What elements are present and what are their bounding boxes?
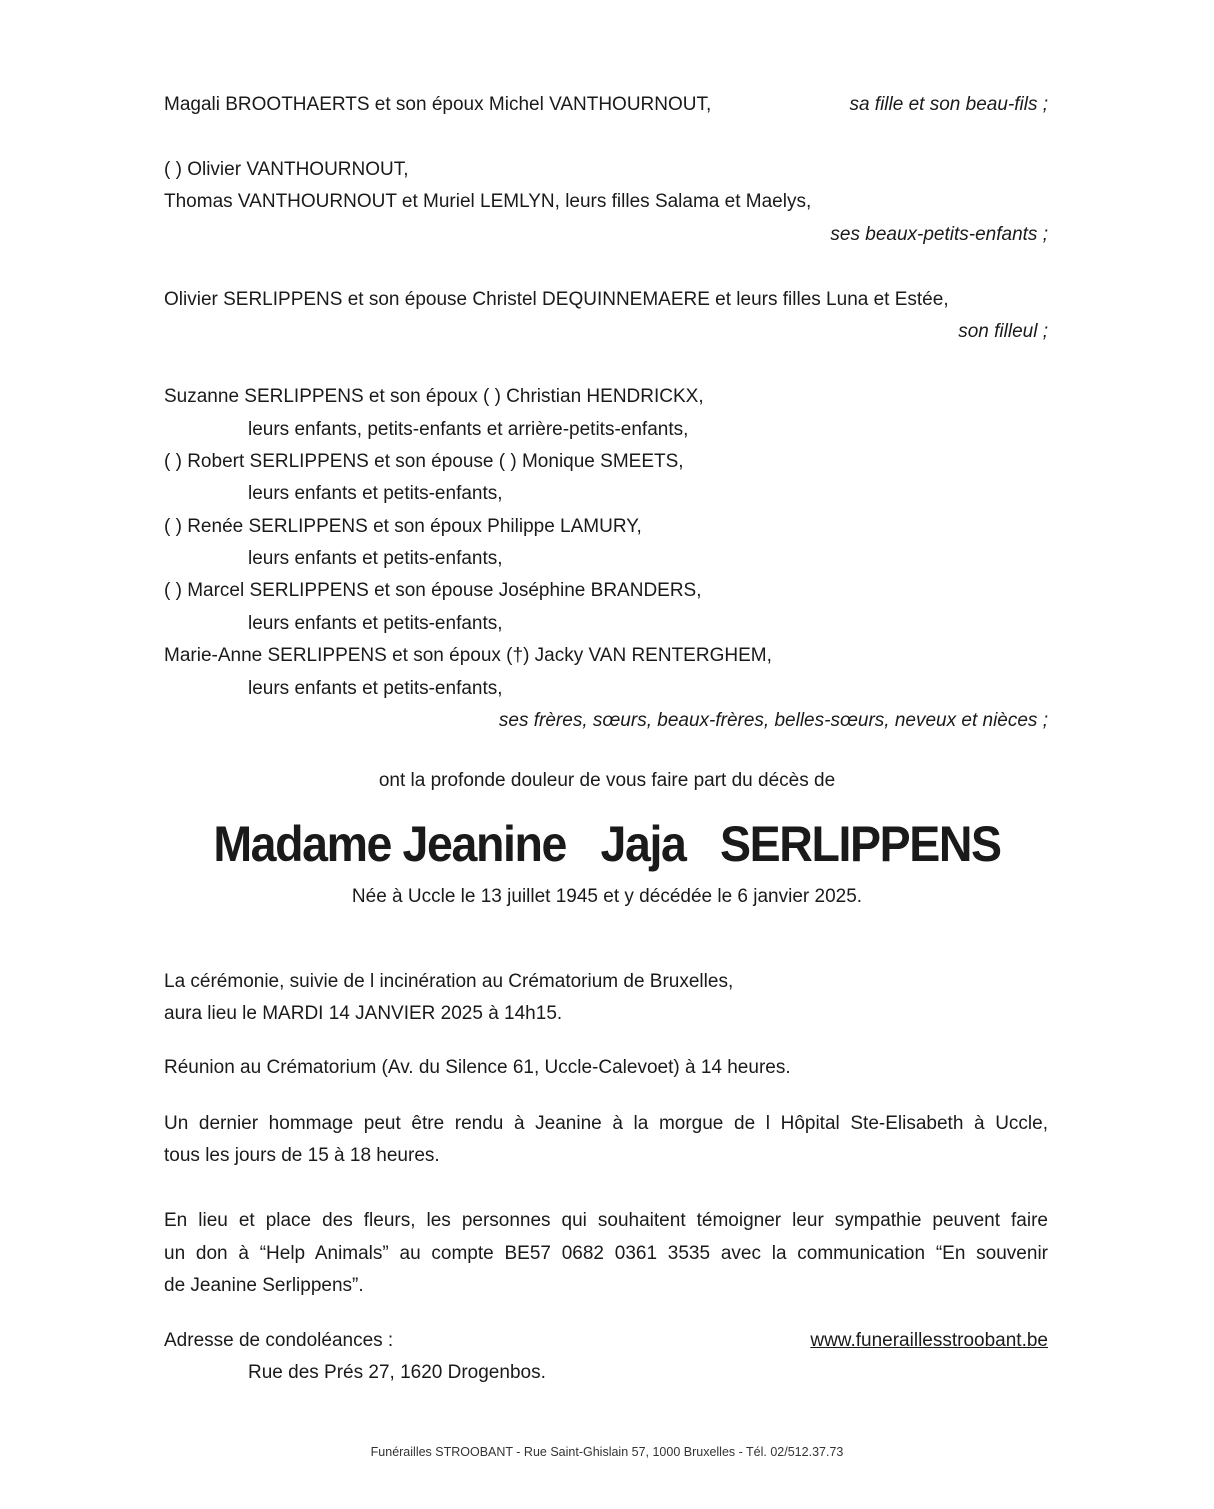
flowers-line-2: un don à “Help Animals” au compte BE57 0682 0361 3535 avec la communication “En souvenir <box>164 1243 1048 1264</box>
grandchildren-relation: ses beaux-petits-enfants ; <box>830 224 1048 245</box>
sibling-3: ( ) Renée SERLIPPENS et son époux Philippe LAMURY, <box>164 516 642 537</box>
condolences-address: Rue des Prés 27, 1620 Drogenbos. <box>248 1362 546 1383</box>
condolences-line <box>164 1329 1048 1353</box>
daughter-names: Magali BROOTHAERTS et son époux Michel VANTHOURNOUT, <box>164 94 712 115</box>
sibling-1: Suzanne SERLIPPENS et son époux ( ) Christian HENDRICKX, <box>164 386 704 407</box>
flowers-line-3: de Jeanine Serlippens”. <box>164 1275 364 1296</box>
deceased-name-last: SERLIPPENS <box>720 816 1001 872</box>
grandchild-line-1: ( ) Olivier VANTHOURNOUT, <box>164 159 409 180</box>
deceased-name-first: Madame Jeanine <box>213 816 566 872</box>
deceased-name-nickname: Jaja <box>600 816 686 872</box>
sibling-4: ( ) Marcel SERLIPPENS et son épouse Joséphine BRANDERS, <box>164 580 702 601</box>
funeral-website-link[interactable]: www.funeraillesstroobant.be <box>810 1330 1048 1351</box>
daughter-relation: sa fille et son beau-fils ; <box>849 94 1048 115</box>
godson-relation: son filleul ; <box>958 321 1048 342</box>
sibling-4-descendants: leurs enfants et petits-enfants, <box>248 613 503 634</box>
condolences-label: Adresse de condoléances : <box>164 1330 394 1351</box>
godson-line: Olivier SERLIPPENS et son épouse Christel DEQUINNEMAERE et leurs filles Luna et Estée, <box>164 289 949 310</box>
meeting-line: Réunion au Crématorium (Av. du Silence 61, Uccle-Calevoet) à 14 heures. <box>164 1057 791 1078</box>
sibling-3-descendants: leurs enfants et petits-enfants, <box>248 548 503 569</box>
sibling-2-descendants: leurs enfants et petits-enfants, <box>248 483 503 504</box>
tribute-line-1: Un dernier hommage peut être rendu à Jeanine à la morgue de l Hôpital Ste-Elisabeth à Uccle, <box>164 1113 1048 1134</box>
siblings-relation: ses frères, sœurs, beaux-frères, belles-sœurs, neveux et nièces ; <box>498 710 1048 731</box>
footer: Funérailles STROOBANT - Rue Saint-Ghislain 57, 1000 Bruxelles - Tél. 02/512.37.73 <box>370 1445 844 1459</box>
tribute-line-2: tous les jours de 15 à 18 heures. <box>164 1145 440 1166</box>
ceremony-line-1: La cérémonie, suivie de l incinération au Crématorium de Bruxelles, <box>164 971 734 992</box>
daughter-line <box>164 93 1048 117</box>
sibling-1-descendants: leurs enfants, petits-enfants et arrière-petits-enfants, <box>248 419 689 440</box>
flowers-line-1: En lieu et place des fleurs, les personnes qui souhaitent témoigner leur sympathie peuvent faire <box>164 1210 1048 1231</box>
grandchild-line-2: Thomas VANTHOURNOUT et Muriel LEMLYN, leurs filles Salama et Maelys, <box>164 191 812 212</box>
ceremony-line-2: aura lieu le MARDI 14 JANVIER 2025 à 14h15. <box>164 1003 563 1024</box>
sibling-5: Marie-Anne SERLIPPENS et son époux (†) Jacky VAN RENTERGHEM, <box>164 645 772 666</box>
deceased-name <box>42 812 1171 876</box>
sibling-5-descendants: leurs enfants et petits-enfants, <box>248 678 503 699</box>
sibling-2: ( ) Robert SERLIPPENS et son épouse ( ) Monique SMEETS, <box>164 451 684 472</box>
announcement-intro: ont la profonde douleur de vous faire part du décès de <box>378 770 836 791</box>
birth-death-line: Née à Uccle le 13 juillet 1945 et y décédée le 6 janvier 2025. <box>351 886 863 907</box>
